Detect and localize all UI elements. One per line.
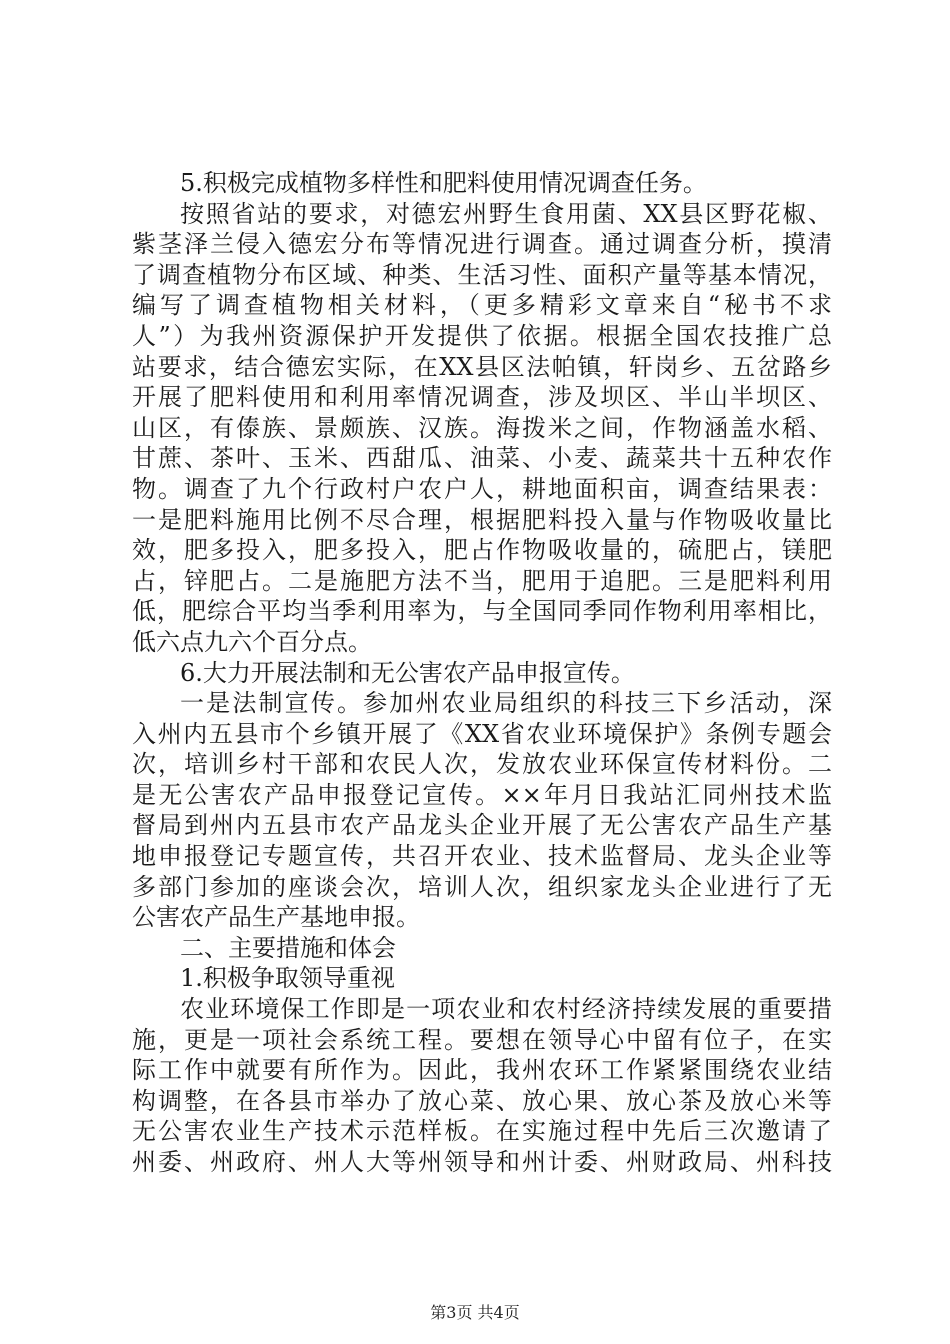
paragraph-line: 际工作中就要有所作为。因此，我州农环工作紧紧围绕农业结 — [132, 1056, 832, 1085]
paragraph-line: 公害农产品生产基地申报。 — [132, 903, 420, 932]
paragraph-line: 低六点九六个百分点。 — [132, 627, 372, 656]
paragraph-line: 农业环境保工作即是一项农业和农村经济持续发展的重要措 — [180, 995, 832, 1024]
paragraph-line: 一是肥料施用比例不尽合理，根据肥料投入量与作物吸收量比 — [132, 505, 832, 534]
paragraph-line: 多部门参加的座谈会次，培训人次，组织家龙头企业进行了无 — [132, 872, 832, 901]
body-text — [132, 168, 832, 1178]
paragraph-line: 地申报登记专题宣传，共召开农业、技术监督局、龙头企业等 — [132, 842, 832, 871]
paragraph-line: 编写了调查植物相关材料，（更多精彩文章来自“秘书不求 — [132, 291, 832, 320]
section-heading-6: 6.大力开展法制和无公害农产品申报宣传。 — [180, 658, 635, 687]
paragraph-line: 州委、州政府、州人大等州领导和州计委、州财政局、州科技 — [132, 1148, 832, 1176]
paragraph-line: 入州内五县市个乡镇开展了《XX省农业环境保护》条例专题会 — [132, 719, 832, 748]
paragraph-line: 人”）为我州资源保护开发提供了依据。根据全国农技推广总 — [132, 321, 832, 350]
paragraph-line: 低，肥综合平均当季利用率为，与全国同季同作物利用率相比， — [132, 597, 832, 626]
paragraph-line: 按照省站的要求，对德宏州野生食用菌、XX县区野花椒、 — [180, 199, 832, 228]
paragraph-line: 施，更是一项社会系统工程。要想在领导心中留有位子，在实 — [132, 1025, 832, 1054]
paragraph-line: 了调查植物分布区域、种类、生活习性、面积产量等基本情况， — [132, 260, 832, 289]
paragraph-line: 一是法制宣传。参加州农业局组织的科技三下乡活动，深 — [180, 689, 832, 718]
paragraph-line: 站要求，结合德宏实际，在XX县区法帕镇，轩岗乡、五岔路乡 — [132, 352, 832, 381]
paragraph-line: 物。调查了九个行政村户农户人，耕地面积亩，调查结果表： — [132, 474, 832, 503]
paragraph-line: 甘蔗、茶叶、玉米、西甜瓜、油菜、小麦、蔬菜共十五种农作 — [132, 444, 832, 473]
paragraph-line: 开展了肥料使用和利用率情况调查，涉及坝区、半山半坝区、 — [132, 383, 832, 412]
paragraph-line: 山区，有傣族、景颇族、汉族。海拨米之间，作物涵盖水稻、 — [132, 413, 832, 442]
paragraph-line: 紫茎泽兰侵入德宏分布等情况进行调查。通过调查分析，摸清 — [132, 230, 832, 259]
paragraph-line: 效，肥多投入，肥多投入，肥占作物吸收量的，硫肥占，镁肥 — [132, 536, 832, 565]
paragraph-line: 无公害农业生产技术示范样板。在实施过程中先后三次邀请了 — [132, 1117, 832, 1146]
section-heading-2: 二、主要措施和体会 — [180, 933, 396, 962]
paragraph-line: 督局到州内五县市农产品龙头企业开展了无公害农产品生产基 — [132, 811, 832, 840]
paragraph-line: 构调整，在各县市举办了放心菜、放心果、放心茶及放心米等 — [132, 1086, 832, 1115]
page-footer: 第3页 共4页 — [430, 1303, 520, 1322]
paragraph-line: 占，锌肥占。二是施肥方法不当，肥用于追肥。三是肥料利用 — [132, 566, 832, 595]
subsection-heading-1: 1.积极争取领导重视 — [180, 964, 395, 993]
paragraph-line: 次，培训乡村干部和农民人次，发放农业环保宣传材料份。二 — [132, 750, 832, 779]
section-heading-5: 5.积极完成植物多样性和肥料使用情况调查任务。 — [180, 169, 707, 197]
paragraph-line: 是无公害农产品申报登记宣传。××年月日我站汇同州技术监 — [132, 780, 832, 809]
